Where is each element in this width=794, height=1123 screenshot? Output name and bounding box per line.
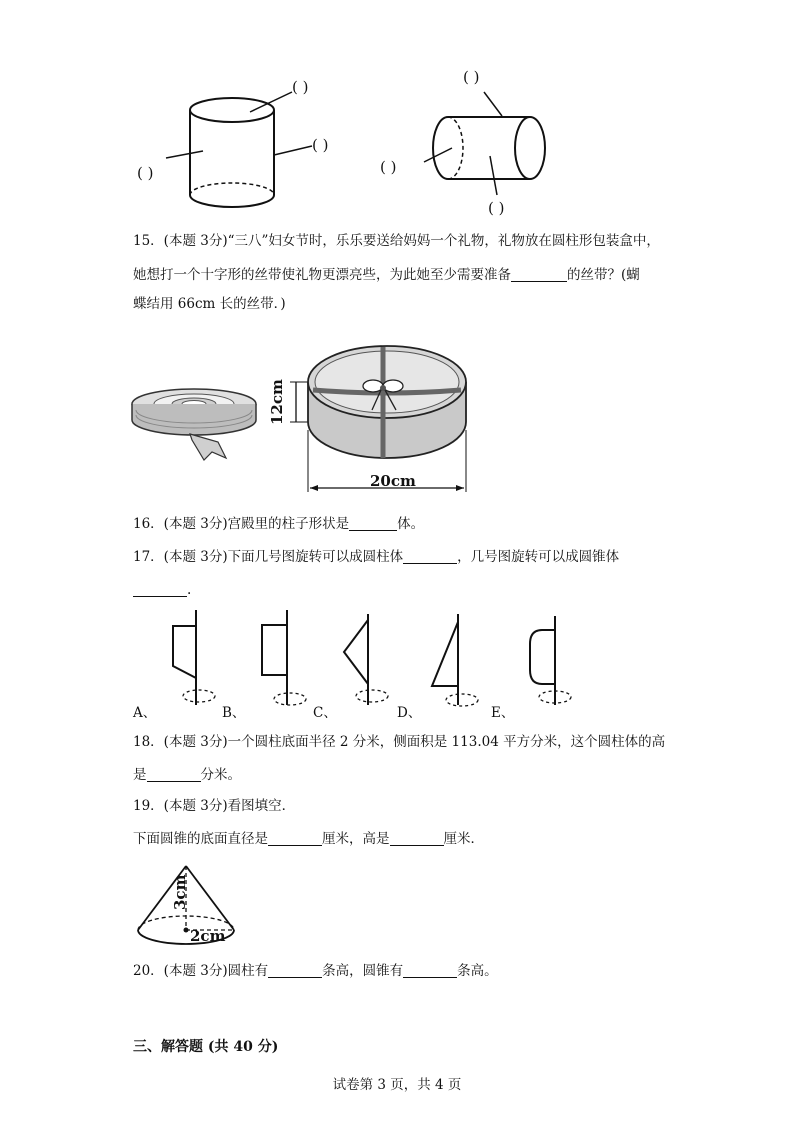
q19-line2 <box>133 831 484 847</box>
paren-left-cylinder: ( ) <box>137 164 154 182</box>
q19-line1: 19．(本题 3分)看图填空． <box>133 798 296 814</box>
page-footer: 试卷第 3 页，共 4 页 <box>332 1077 462 1093</box>
q19-answer-blank-1[interactable] <box>268 831 322 846</box>
q15-text-b: 的丝带？(蝴 <box>567 267 640 283</box>
q15-answer-blank[interactable] <box>511 267 567 282</box>
q17-answer-blank-2[interactable] <box>133 582 187 597</box>
q18-text-a: 是 <box>133 767 147 783</box>
q20-text-a: 20．(本题 3分)圆柱有 <box>133 963 269 979</box>
q17-line1 <box>133 549 619 565</box>
option-d-label: D、 <box>397 705 422 721</box>
q17-text-a: 17．(本题 3分)下面几号图旋转可以成圆柱体 <box>133 549 404 565</box>
q19-text-b: 厘米，高是 <box>322 831 390 847</box>
q19-text-a: 下面圆锥的底面直径是 <box>133 831 268 847</box>
paren-top-cylinder: ( ) <box>292 78 309 96</box>
section-3-title: 三、解答题 (共 40 分) <box>133 1039 279 1055</box>
q17-answer-blank-1[interactable] <box>403 549 457 564</box>
paren-side-cylinder: ( ) <box>312 136 329 154</box>
paren-bottom-horizontal: ( ) <box>488 199 505 217</box>
rotation-shapes-figure <box>0 600 794 710</box>
q20-line <box>133 963 498 979</box>
q15-line3: 蝶结用 66cm 长的丝带．) <box>133 296 286 312</box>
option-c-label: C、 <box>313 705 337 721</box>
gift-height-label: 12cm <box>268 379 286 425</box>
q16-line <box>133 516 424 532</box>
paren-left-horizontal: ( ) <box>380 158 397 176</box>
q15-line2 <box>133 267 640 283</box>
q20-text-c: 条高。 <box>457 963 498 979</box>
gift-width-label: 20cm <box>370 472 416 490</box>
q17-text-b: ，几号图旋转可以成圆锥体 <box>457 549 620 565</box>
q18-answer-blank[interactable] <box>147 767 201 782</box>
q16-answer-blank[interactable] <box>349 516 397 531</box>
option-e-label: E、 <box>491 705 515 721</box>
cone-radius-label: 2cm <box>190 927 226 945</box>
paren-top-horizontal: ( ) <box>463 68 480 86</box>
q18-line1: 18．(本题 3分)一个圆柱底面半径 2 分米，侧面积是 113.04 平方分米，这个圆柱体的高 <box>133 734 666 750</box>
q18-text-b: 分米。 <box>200 767 241 783</box>
q20-text-b: 条高，圆锥有 <box>322 963 404 979</box>
q19-answer-blank-2[interactable] <box>390 831 444 846</box>
q16-text-b: 体。 <box>397 516 425 532</box>
option-b-label: B、 <box>222 705 246 721</box>
upright-cylinder-figure <box>0 0 794 230</box>
q17-line2 <box>133 582 191 598</box>
q20-answer-blank-1[interactable] <box>268 963 322 978</box>
cone-height-label: 3cm <box>171 874 189 910</box>
q19-text-c: 厘米． <box>443 831 484 847</box>
q18-line2 <box>133 767 241 783</box>
q16-text-a: 16．(本题 3分)宫殿里的柱子形状是 <box>133 516 350 532</box>
q15-line1: 15．(本题 3分)“三八”妇女节时，乐乐要送给妈妈一个礼物，礼物放在圆柱形包装盒中， <box>133 233 660 249</box>
q17-text-c: . <box>187 582 192 598</box>
option-a-label: A、 <box>133 705 157 721</box>
q15-text-a: 她想打一个十字形的丝带使礼物更漂亮些，为此她至少需要准备 <box>133 267 511 283</box>
q20-answer-blank-2[interactable] <box>403 963 457 978</box>
